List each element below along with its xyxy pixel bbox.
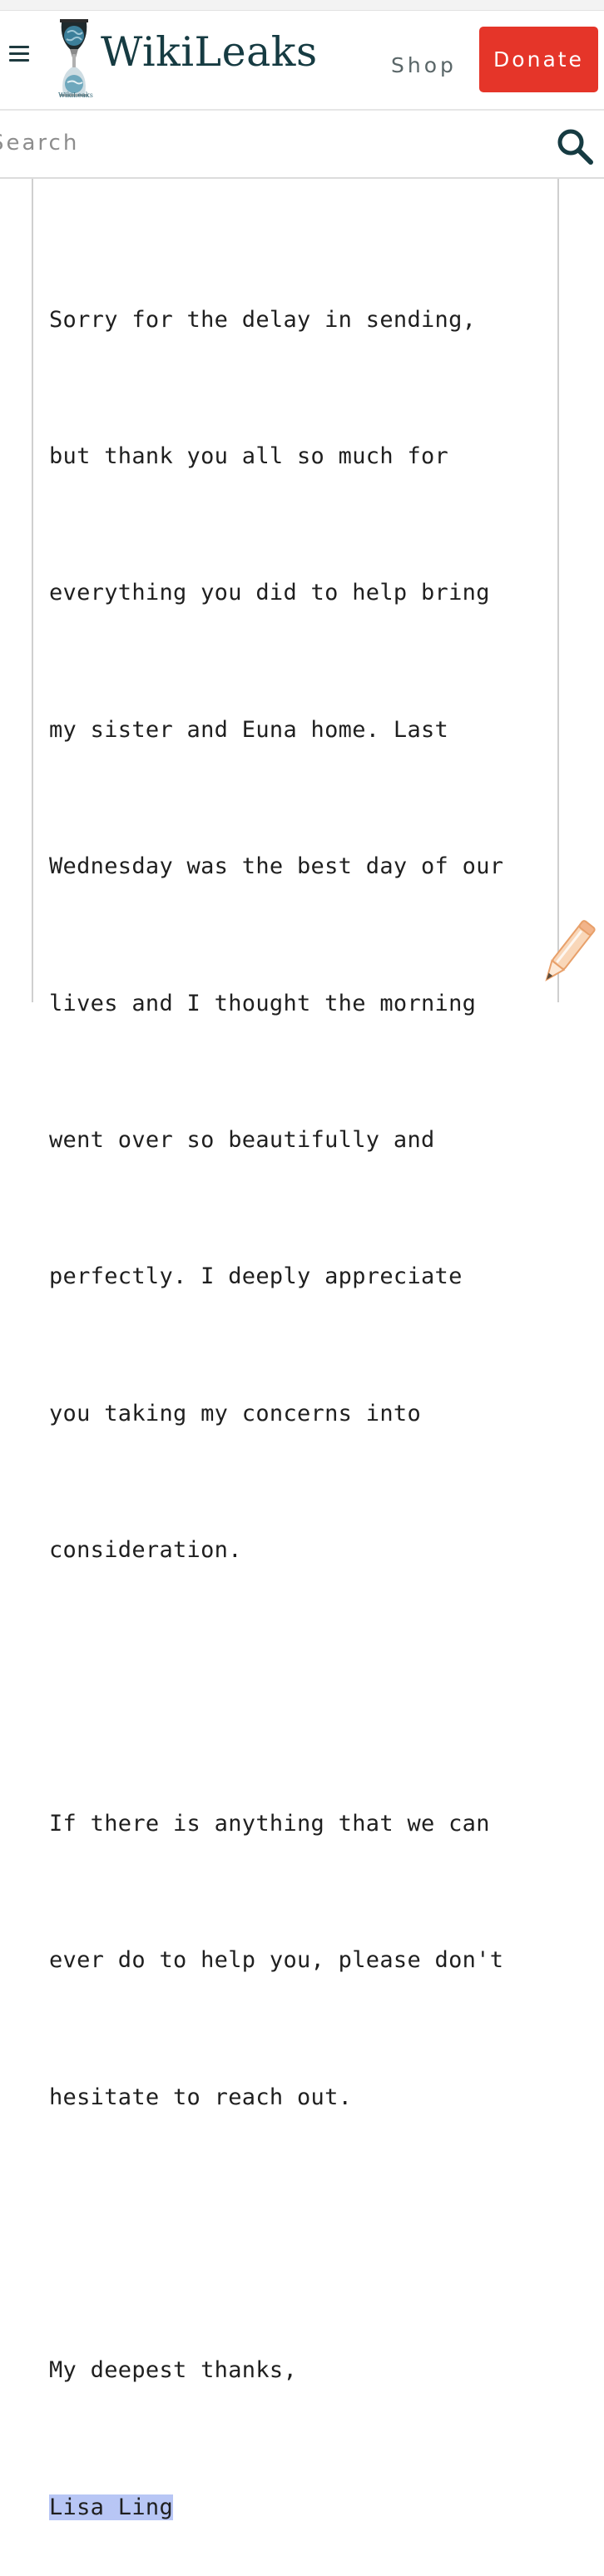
letter-line: everything you did to help bring — [49, 580, 490, 606]
paragraph-gap — [49, 2212, 548, 2257]
logo-caption: WikiLeaks — [58, 91, 93, 99]
letter-line: ever do to help you, please don't — [49, 1947, 504, 1974]
pencil-icon — [532, 913, 601, 995]
paragraph-gap — [49, 1665, 548, 1711]
letter-line: If there is anything that we can — [49, 1810, 490, 1837]
letter-closing: My deepest thanks, — [49, 2357, 297, 2384]
letter-line: my sister and Euna home. Last — [49, 716, 449, 743]
letter-line: consideration. — [49, 1537, 242, 1564]
wikileaks-hourglass-logo-icon[interactable] — [55, 17, 93, 101]
signature-line — [49, 2485, 548, 2531]
site-header — [0, 11, 604, 111]
shop-link[interactable]: Shop — [391, 53, 457, 77]
search-input[interactable] — [0, 124, 522, 162]
letter-body — [49, 206, 548, 2576]
brand-title[interactable]: WikiLeaks — [101, 28, 318, 76]
search-bar — [0, 111, 604, 179]
top-edge — [0, 0, 604, 11]
signature-selected-text[interactable]: Lisa Ling — [49, 2494, 173, 2520]
letter-line: but thank you all so much for — [49, 443, 449, 469]
search-icon[interactable] — [556, 127, 594, 166]
letter-line: Wednesday was the best day of our — [49, 853, 504, 880]
letter-line: Sorry for the delay in sending, — [49, 306, 477, 333]
donate-button[interactable]: Donate — [479, 27, 598, 92]
hamburger-menu-icon[interactable] — [8, 44, 32, 64]
letter-line: perfectly. I deeply appreciate — [49, 1263, 463, 1290]
letter-line: went over so beautifully and — [49, 1126, 435, 1153]
letter-line: you taking my concerns into — [49, 1400, 421, 1426]
letter-line: lives and I thought the morning — [49, 990, 477, 1016]
letter-line: hesitate to reach out. — [49, 2084, 353, 2110]
